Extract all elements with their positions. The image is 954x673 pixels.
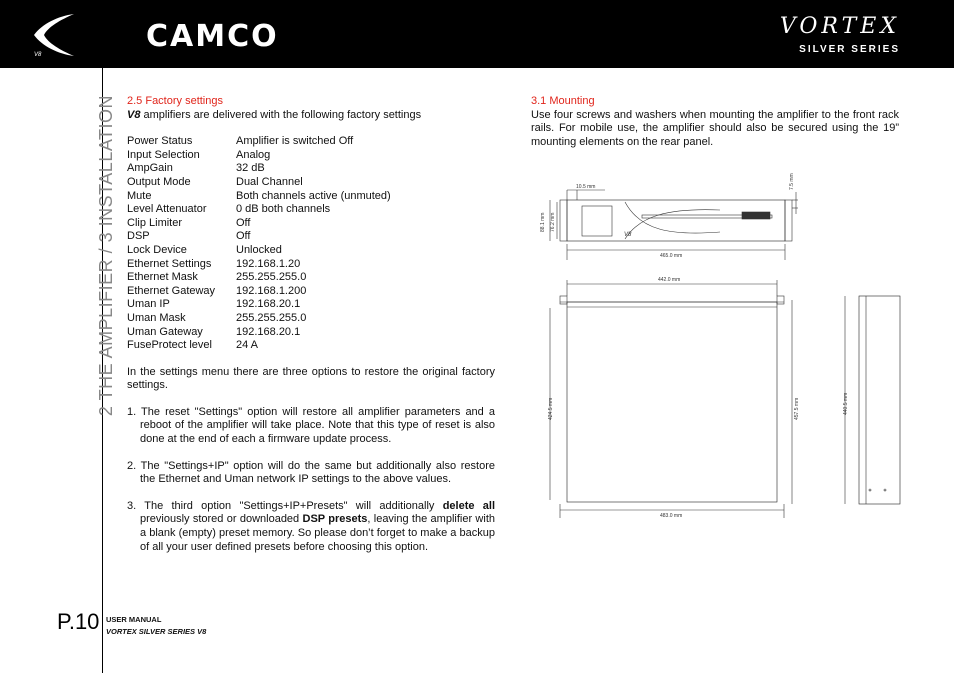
setting-value: 192.168.20.1 [236, 325, 301, 338]
mounting-section [531, 95, 899, 149]
setting-value: Analog [236, 148, 271, 161]
restore-option-1: 1. The reset "Settings" option will restore all amplifier parameters and a reboot of the amplifier will take place. Note that this type of reset is also done at the end of each a firmware update process. [127, 405, 495, 446]
option3-text-b: previously stored or downloaded [140, 513, 303, 526]
footer-line2: VORTEX SILVER SERIES V8 [106, 627, 207, 636]
setting-value: Dual Channel [236, 175, 303, 188]
option3-text-c: , leaving the amplifier with a blank (empty) preset memory. So please don’t forget to make a backup of all your user defined presets before choosing this option. [140, 513, 495, 553]
setting-value: 192.168.1.20 [236, 257, 301, 270]
setting-name: Uman Mask [127, 311, 186, 324]
settings-row [127, 162, 391, 176]
setting-name: Uman IP [127, 298, 170, 311]
dim-label: 76.2 mm [550, 212, 556, 232]
front-view-drawing [540, 173, 798, 260]
top-view-drawing [548, 277, 800, 519]
settings-row [127, 176, 391, 190]
brand-logo-text: CAMCO [146, 19, 279, 54]
logo-v8-badge: V8 [34, 52, 42, 58]
settings-row [127, 135, 391, 149]
setting-name: Clip Limiter [127, 216, 183, 229]
setting-value: Both channels active (unmuted) [236, 189, 391, 202]
settings-table [127, 135, 391, 353]
page-number: P.10 [57, 609, 100, 634]
section-heading: 3.1 Mounting [531, 95, 595, 107]
product-series: SILVER SERIES [799, 44, 900, 55]
setting-name: AmpGain [127, 162, 173, 175]
setting-name: Mute [127, 189, 152, 202]
settings-row [127, 203, 391, 217]
setting-value: 24 A [236, 339, 259, 352]
option3-bold-b: DSP presets [302, 513, 368, 526]
section-heading: 2.5 Factory settings [127, 95, 223, 107]
setting-name: Level Attenuator [127, 203, 207, 216]
dim-label: 424.5 mm [548, 397, 554, 420]
intro-text: amplifiers are delivered with the following factory settings [140, 108, 422, 121]
panel-model-label: V8 [624, 232, 632, 238]
dim-label: 465.0 mm [660, 253, 683, 259]
setting-name: Ethernet Mask [127, 271, 198, 284]
dim-label: 10.5 mm [576, 184, 596, 190]
mounting-paragraph: Use four screws and washers when mounting the amplifier to the front rack rails. For mobile use, the amplifier should also be secured using the 19” mounting elements on the rear panel. [531, 108, 899, 148]
dimension-drawings [530, 170, 910, 520]
setting-name: FuseProtect level [127, 339, 212, 352]
footer-line1: USER MANUAL [106, 615, 162, 624]
settings-row [127, 258, 391, 272]
page-header [0, 0, 954, 68]
intro-paragraph [127, 109, 495, 123]
restore-option-2: 2. The "Settings+IP" option will do the same but additionally also restore the Ethernet and Uman network IP settings to the above values. [127, 459, 495, 486]
setting-value: Amplifier is switched Off [236, 135, 354, 148]
setting-name: Lock Device [127, 243, 187, 256]
setting-name: DSP [127, 230, 150, 243]
setting-value: Off [236, 230, 251, 243]
restore-intro: In the settings menu there are three options to restore the original factory settings. [127, 365, 495, 392]
settings-row [127, 285, 391, 299]
settings-row [127, 230, 391, 244]
settings-row [127, 217, 391, 231]
setting-value: 32 dB [236, 162, 265, 175]
settings-row [127, 312, 391, 326]
settings-row [127, 190, 391, 204]
settings-row [127, 339, 391, 353]
setting-name: Uman Gateway [127, 325, 203, 338]
factory-settings-section [127, 95, 495, 554]
setting-name: Ethernet Settings [127, 257, 212, 270]
setting-value: 0 dB both channels [236, 203, 331, 216]
setting-name: Input Selection [127, 148, 200, 161]
dim-label: 7.5 mm [789, 173, 795, 190]
setting-value: Off [236, 216, 251, 229]
settings-row [127, 326, 391, 340]
setting-value: 255.255.255.0 [236, 271, 307, 284]
setting-name: Output Mode [127, 175, 191, 188]
option3-text-a: 3. The third option "Settings+IP+Presets" will additionally [127, 499, 443, 512]
setting-name: Ethernet Gateway [127, 284, 216, 297]
setting-value: 255.255.255.0 [236, 311, 307, 324]
settings-row [127, 298, 391, 312]
dim-label: 440.5 mm [843, 392, 849, 415]
side-view-drawing [843, 296, 900, 504]
setting-name: Power Status [127, 135, 193, 148]
restore-option-3 [127, 500, 495, 554]
setting-value: Unlocked [236, 243, 282, 256]
dim-label: 88.1 mm [540, 212, 546, 232]
option3-bold-a: delete all [442, 499, 496, 512]
model-name: V8 [127, 108, 141, 121]
setting-value: 192.168.20.1 [236, 298, 301, 311]
settings-row [127, 149, 391, 163]
setting-value: 192.168.1.200 [236, 284, 307, 297]
footer [106, 614, 206, 638]
settings-row [127, 271, 391, 285]
dim-label: 457.5 mm [794, 397, 800, 420]
dim-label: 442.0 mm [658, 277, 681, 283]
chapter-title: 2 THE AMPLIFIER / 3 INSTALLATION [96, 95, 116, 417]
settings-row [127, 244, 391, 258]
product-name: VORTEX [779, 14, 900, 39]
dim-label: 483.0 mm [660, 513, 683, 519]
